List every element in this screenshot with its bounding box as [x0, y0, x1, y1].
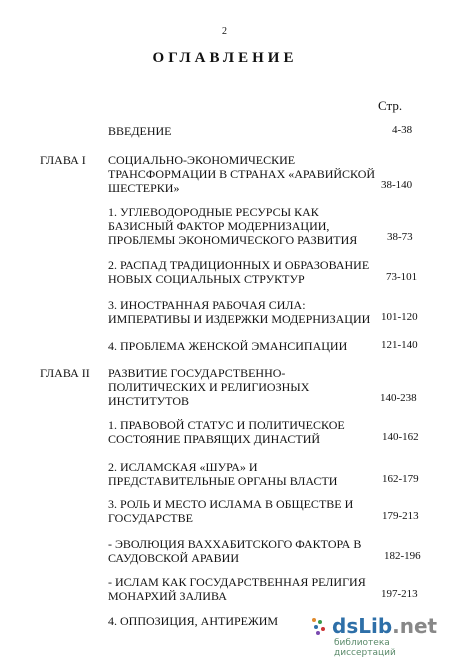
toc-entry-pages: 4-38 — [392, 124, 413, 136]
toc-entry-pages: 140-162 — [382, 431, 419, 443]
toc-entry-pages: 162-179 — [382, 473, 419, 485]
page-title: ОГЛАВЛЕНИЕ — [152, 50, 298, 66]
toc-entry-title: СОЦИАЛЬНО-ЭКОНОМИЧЕСКИЕ ТРАНСФОРМАЦИИ В СТРАНАХ «АРАВИЙСКОЙ ШЕСТЕРКИ» — [108, 153, 376, 195]
toc-chapter-label: ГЛАВА II — [40, 366, 90, 380]
toc-entry-pages: 197-213 — [381, 588, 418, 600]
toc-entry-pages: 38-73 — [387, 231, 413, 243]
watermark-logo — [332, 614, 437, 638]
watermark-logo-tld: .net — [392, 614, 438, 638]
toc-entry-pages: 140-238 — [380, 392, 417, 404]
toc-entry-title: 3. РОЛЬ И МЕСТО ИСЛАМА В ОБЩЕСТВЕ И ГОСУДАРСТВЕ — [108, 497, 354, 525]
toc-entry-title: 4. ОППОЗИЦИЯ, АНТИРЕЖИМ — [108, 614, 279, 628]
toc-entry-title: - ЭВОЛЮЦИЯ ВАХХАБИТСКОГО ФАКТОРА В САУДОВСКОЙ АРАВИИ — [108, 537, 362, 565]
toc-entry-pages: 182-196 — [384, 550, 421, 562]
watermark — [330, 614, 450, 658]
toc-chapter-label: ГЛАВА I — [40, 153, 86, 167]
watermark-logo-main: dsLib — [332, 614, 393, 638]
toc-entry-pages: 179-213 — [382, 510, 419, 522]
toc-entry-title: 4. ПРОБЛЕМА ЖЕНСКОЙ ЭМАНСИПАЦИИ — [108, 339, 348, 353]
toc-entry-title: 1. ПРАВОВОЙ СТАТУС И ПОЛИТИЧЕСКОЕ СОСТОЯНИЕ ПРАВЯЩИХ ДИНАСТИЙ — [108, 418, 345, 446]
toc-entry-title: - ИСЛАМ КАК ГОСУДАРСТВЕННАЯ РЕЛИГИЯ МОНАРХИЙ ЗАЛИВА — [108, 575, 366, 603]
toc-entry-pages: 121-140 — [381, 339, 418, 351]
toc-entry-pages: 38-140 — [381, 179, 413, 191]
pages-column-header: Стр. — [378, 98, 403, 113]
toc-entry-title: 2. ИСЛАМСКАЯ «ШУРА» И ПРЕДСТАВИТЕЛЬНЫЕ ОРГАНЫ ВЛАСТИ — [108, 460, 338, 488]
toc-entry-title: ВВЕДЕНИЕ — [108, 124, 172, 138]
toc-entry-title: 1. УГЛЕВОДОРОДНЫЕ РЕСУРСЫ КАК БАЗИСНЫЙ ФАКТОР МОДЕРНИЗАЦИИ, ПРОБЛЕМЫ ЭКОНОМИЧЕСКОГО РАЗВИТИЯ — [108, 205, 358, 247]
watermark-subtitle: библиотека диссертаций — [334, 638, 396, 658]
watermark-dots-icon — [312, 618, 328, 636]
toc-entry-title: 2. РАСПАД ТРАДИЦИОННЫХ И ОБРАЗОВАНИЕ НОВЫХ СОЦИАЛЬНЫХ СТРУКТУР — [108, 258, 370, 286]
toc-entry-pages: 101-120 — [381, 311, 418, 323]
toc-entry-title: 3. ИНОСТРАННАЯ РАБОЧАЯ СИЛА: ИМПЕРАТИВЫ И ИЗДЕРЖКИ МОДЕРНИЗАЦИИ — [108, 298, 371, 326]
toc-entry-title: РАЗВИТИЕ ГОСУДАРСТВЕННО- ПОЛИТИЧЕСКИХ И РЕЛИГИОЗНЫХ ИНСТИТУТОВ — [108, 366, 310, 408]
toc-entry-pages: 73-101 — [386, 271, 418, 283]
page-number: 2 — [222, 26, 227, 37]
